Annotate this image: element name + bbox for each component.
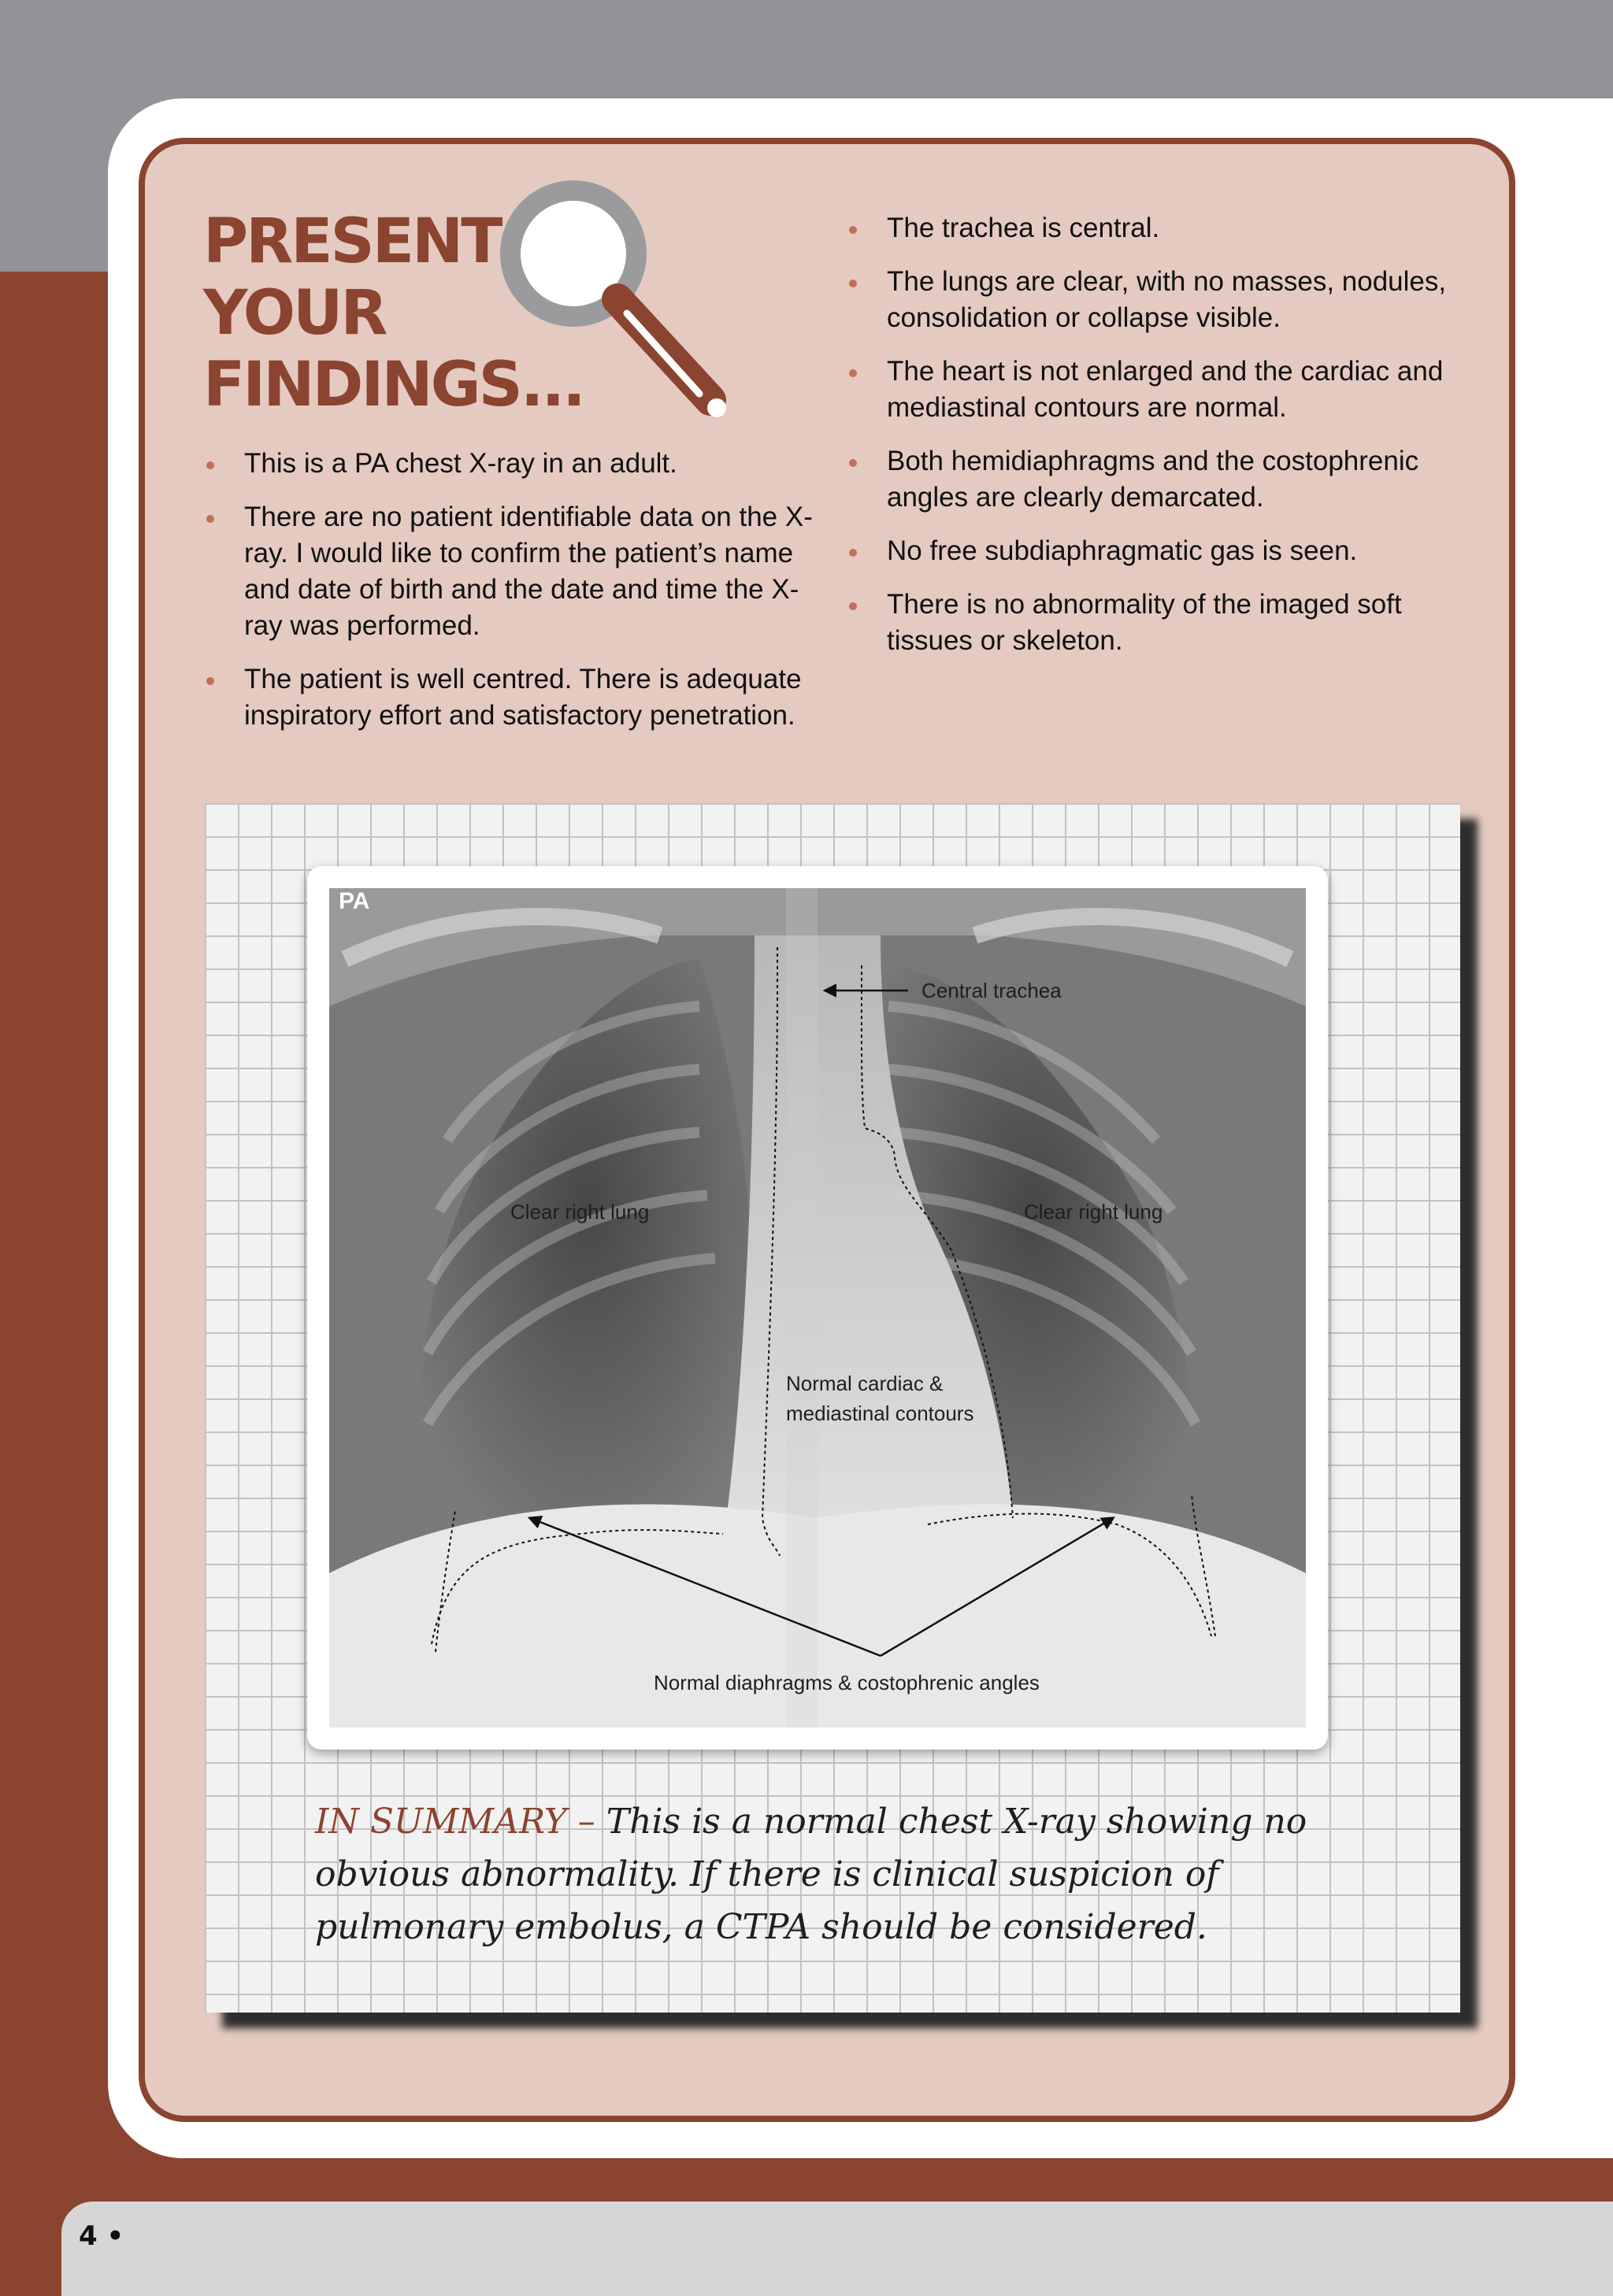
title-line-2: YOUR (203, 278, 386, 349)
finding-item: There are no patient identifiable data on the X-ray. I would like to confirm the patient’s name and date of birth and the date and time the X-ray was performed. (203, 499, 833, 644)
left-findings-list (203, 446, 833, 751)
xray-photo-frame (307, 866, 1328, 1750)
label-right-lung: Clear right lung (510, 1200, 650, 1224)
summary-body: This is a normal chest X-ray showing no obvious abnormality. If there is clinical suspicion of pulmonary embolus, a CTPA should be considered. (315, 1802, 1307, 1947)
page-number: 4 • (79, 2220, 124, 2252)
summary-label: IN SUMMARY – (315, 1802, 606, 1842)
finding-item: The lungs are clear, with no masses, nodules, consolidation or collapse visible. (846, 264, 1468, 336)
label-cardiac-line-2: mediastinal contours (786, 1402, 974, 1425)
finding-item: The trachea is central. (846, 210, 1468, 246)
label-central-trachea: Central trachea (921, 979, 1062, 1002)
right-findings-list (846, 210, 1468, 676)
footer-bar (61, 2202, 1613, 2296)
xray-view-marker: PA (339, 888, 370, 914)
label-cardiac-line-1: Normal cardiac & (786, 1372, 944, 1395)
finding-item: No free subdiaphragmatic gas is seen. (846, 533, 1468, 569)
title-line-1: PRESENT (203, 206, 501, 277)
chest-xray-image (329, 888, 1306, 1728)
summary-text (315, 1795, 1363, 1953)
finding-item: The heart is not enlarged and the cardiac and mediastinal contours are normal. (846, 354, 1468, 426)
title-line-3: FINDINGS... (203, 350, 584, 420)
finding-item: The patient is well centred. There is adequate inspiratory effort and satisfactory penetration. (203, 661, 833, 734)
label-diaphragms: Normal diaphragms & costophrenic angles (654, 1671, 1040, 1694)
finding-item: This is a PA chest X-ray in an adult. (203, 446, 833, 482)
finding-item: There is no abnormality of the imaged soft tissues or skeleton. (846, 587, 1468, 659)
finding-item: Both hemidiaphragms and the costophrenic angles are clearly demarcated. (846, 443, 1468, 516)
magnifier-icon (493, 176, 745, 436)
label-left-lung: Clear right lung (1024, 1200, 1163, 1224)
